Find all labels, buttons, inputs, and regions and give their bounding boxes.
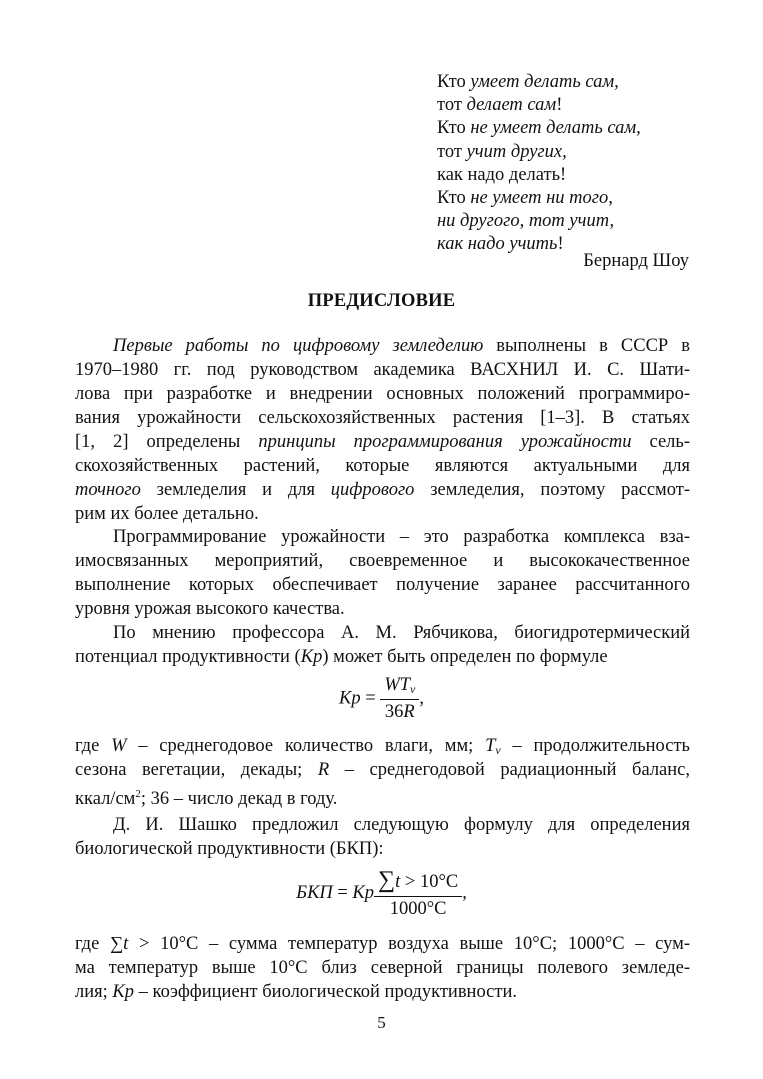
formula-numerator: $WT_v$ — [380, 675, 419, 700]
epigraph — [437, 71, 697, 271]
text-line: Первые работы по цифровому земледелию выполнены в СССР в — [113, 336, 690, 356]
text-line: Программирование урожайности – это разработка комплекса вза- — [113, 527, 690, 547]
paragraph-definition — [75, 525, 690, 621]
text-line: биологической продуктивности (БКП): — [75, 839, 384, 859]
formula-fraction — [374, 867, 462, 920]
text-line: выполнение которых обеспечивает получение заранее рассчитанного — [75, 575, 690, 595]
formula-kp — [0, 675, 763, 723]
formula-kp-factor: Kp — [352, 882, 375, 903]
formula-fraction — [380, 675, 419, 723]
text-line: сезона вегетации, декады; R – среднегодовой радиационный баланс, — [75, 760, 691, 780]
paragraph-intro — [75, 334, 690, 526]
text-line: лова при разработке и внедрении основных положений программиро- — [75, 384, 690, 404]
paragraph-where-2 — [75, 932, 690, 1004]
formula-numerator: ∑t > 10°C — [374, 867, 462, 897]
epigraph-line: ни другого, тот учит, — [437, 211, 615, 232]
text-line: [1, 2] определены принципы программирования урожайности сель- — [75, 432, 690, 452]
formula-comma: , — [462, 882, 467, 903]
text-line: где W – среднегодовое количество влаги, мм; $T_v$ – продолжительность — [75, 736, 690, 757]
formula-denominator: 36R — [384, 702, 415, 722]
epigraph-line: Кто умеет делать сам, — [437, 72, 619, 92]
formula-equals: = — [332, 882, 353, 903]
formula-lhs: Kp — [339, 688, 361, 709]
page-number: 5 — [377, 1013, 386, 1032]
paragraph-ryabchikov — [75, 621, 690, 669]
text-line: рим их более детально. — [75, 504, 259, 524]
text-line: 1970–1980 гг. под руководством академика ВАСХНИЛ И. С. Шати- — [75, 360, 690, 380]
epigraph-line: Кто не умеет ни того, — [437, 187, 613, 208]
text-line: Д. И. Шашко предложил следующую формулу для определения — [113, 815, 690, 835]
formula-comma: , — [419, 688, 424, 709]
text-line: где ∑t > 10°C – сумма температур воздуха выше 10°C; 1000°C – сум- — [75, 934, 691, 954]
formula-denominator: 1000°C — [389, 899, 447, 919]
epigraph-line: как надо учить! — [437, 234, 564, 255]
page-title: ПРЕДИСЛОВИЕ — [307, 291, 456, 311]
text-line: ма температур выше 10°С близ северной границы полевого земледе- — [75, 958, 690, 978]
text-line: По мнению профессора А. М. Рябчикова, биогидротермический — [113, 623, 690, 643]
formula-bkp — [0, 867, 763, 920]
epigraph-line: как надо делать! — [437, 164, 567, 185]
text-line: уровня урожая высокого качества. — [75, 599, 345, 619]
text-line: точного земледелия и для цифрового земледелия, поэтому рассмот- — [75, 480, 690, 500]
epigraph-line: тот делает сам! — [437, 95, 563, 116]
formula-equals: = — [360, 688, 381, 709]
text-line: лия; Kp – коэффициент биологической продуктивности. — [75, 982, 517, 1002]
epigraph-author: Бернард Шоу — [583, 251, 689, 271]
epigraph-line: Кто не умеет делать сам, — [437, 118, 641, 139]
epigraph-line: тот учит других, — [437, 141, 567, 162]
paragraph-shashko — [75, 813, 690, 861]
text-line: потенциал продуктивности (Kp) может быть определен по формуле — [75, 647, 608, 667]
formula-lhs: БКП — [296, 882, 333, 903]
text-line: скохозяйственных растений, которые являются актуальными для — [75, 456, 690, 476]
text-line: ккал/$см^2$; 36 – число декад в году. — [75, 788, 338, 809]
text-line: имосвязанных мероприятий, своевременное и высококачественное — [75, 551, 690, 571]
text-line: вания урожайности сельскохозяйственных растения [1–3]. В статьях — [75, 408, 690, 428]
paragraph-where-1 — [75, 734, 691, 809]
